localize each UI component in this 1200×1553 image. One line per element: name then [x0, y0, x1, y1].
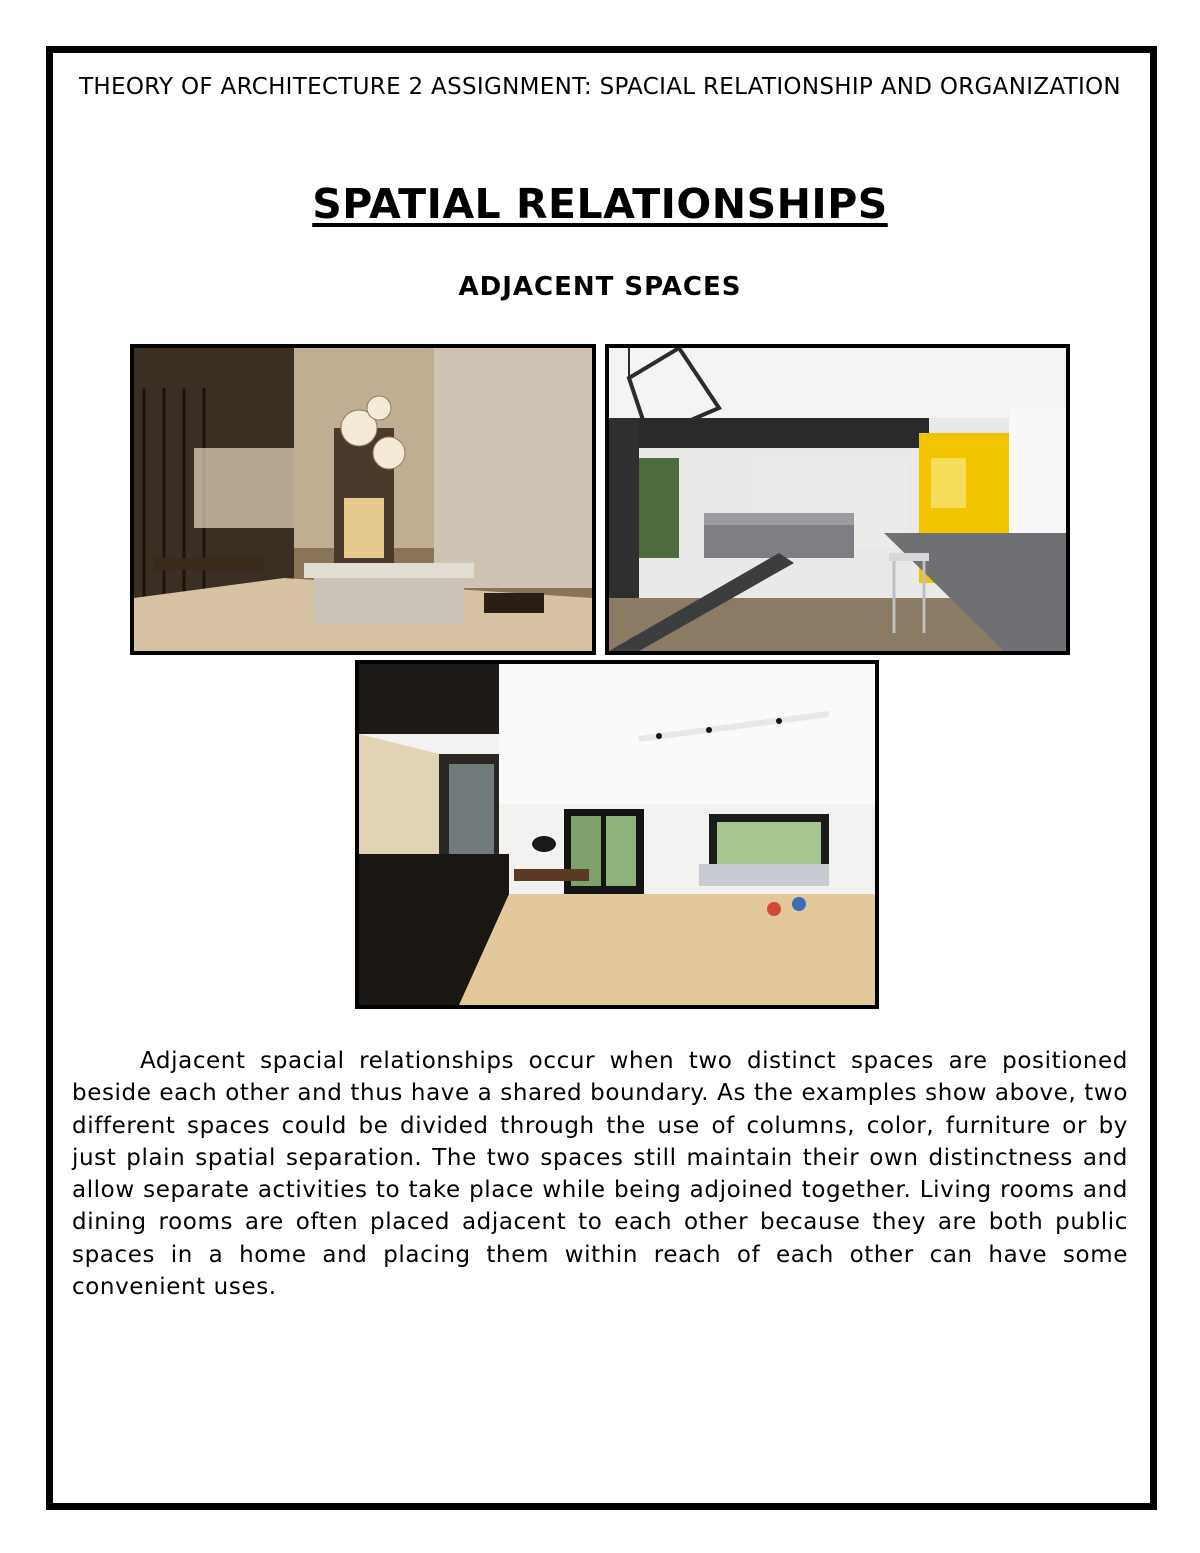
photo-living-dining-warm: [130, 344, 596, 655]
photo-kitchen-living-yellow: [605, 344, 1070, 655]
photo-open-plan-dining-living: [355, 660, 879, 1009]
page-title: SPATIAL RELATIONSHIPS: [312, 180, 888, 228]
section-heading: ADJACENT SPACES: [458, 272, 742, 302]
body-paragraph: Adjacent spacial relationships occur when two distinct spaces are positioned beside each other and thus have a shared boundary. As the examples show above, two different spaces could be divided through the use of columns, color, furniture or by just plain spatial separation. The two spaces still maintain their own distinctness and allow separate activities to take place while being adjoined together. Living rooms and dining rooms are often placed adjacent to each other because they are both public spaces in a home and placing them within reach of each other can have some convenient uses.: [72, 1048, 1128, 1301]
assignment-header: THEORY OF ARCHITECTURE 2 ASSIGNMENT: SPACIAL RELATIONSHIP AND ORGANIZATION: [79, 74, 1121, 100]
